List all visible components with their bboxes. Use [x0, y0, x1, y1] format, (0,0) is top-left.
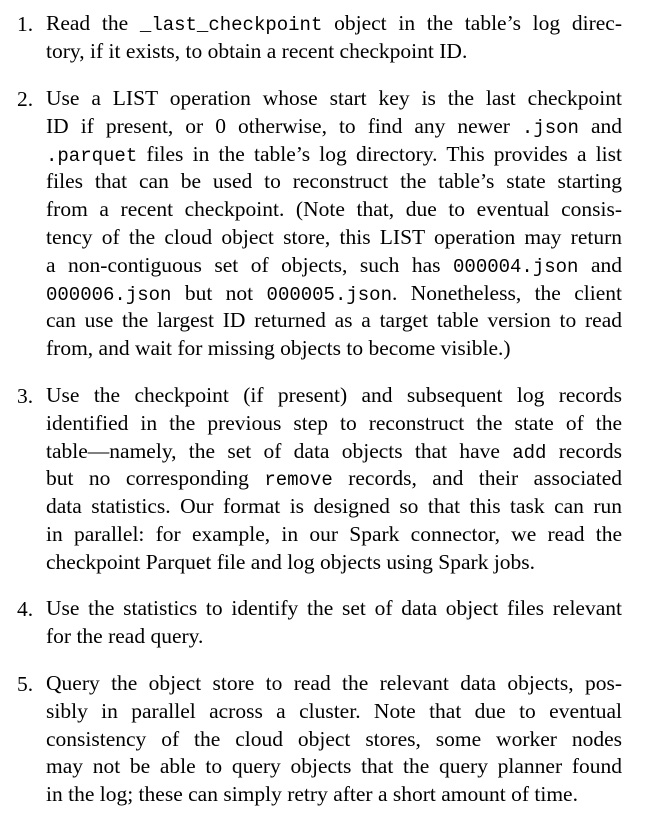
text-run: Read the [46, 11, 140, 35]
text-line [46, 753, 622, 781]
text-line [46, 382, 622, 410]
text-run: may not be able to query objects that the query planner found [46, 754, 622, 779]
text-run: Use a LIST operation whose start key is the last checkpoint [46, 86, 622, 110]
inline-code: 000004.json [453, 255, 579, 278]
text-line [46, 224, 622, 252]
text-run: files in the table’s log directory. This provides a list [137, 141, 622, 166]
text-run: and [578, 113, 622, 138]
item-number: 1. [17, 12, 34, 36]
text-run: identified in the previous step to reconstruct the state of the [46, 410, 622, 435]
text-line [46, 698, 622, 726]
text-line [46, 726, 622, 754]
inline-code: add [512, 441, 547, 464]
text-run: for the read query. [46, 623, 204, 648]
text-line [46, 670, 622, 698]
text-run: but no corresponding [46, 466, 265, 491]
text-line [46, 781, 622, 809]
text-line [46, 141, 622, 169]
text-run: consistency of the cloud object stores, some worker nodes [46, 726, 622, 751]
text-run: object in the table’s log direc- [322, 11, 622, 35]
text-run: Query the object store to read the relevant data objects, pos- [46, 671, 622, 695]
text-line [46, 521, 622, 549]
text-line [46, 168, 622, 196]
inline-code: 000005.json [266, 283, 392, 306]
text-line [46, 196, 622, 224]
text-run: in parallel: for example, in our Spark connector, we read the [46, 521, 622, 546]
text-line [46, 113, 622, 141]
item-text [46, 382, 622, 577]
item-number: 4. [17, 597, 34, 621]
item-number: 5. [17, 672, 34, 696]
text-run: files that can be used to reconstruct the table’s state starting [46, 169, 622, 194]
text-line [46, 252, 622, 280]
text-run: from, and wait for missing objects to become visible.) [46, 336, 511, 361]
item-text [46, 10, 622, 66]
text-run: table—namely, the set of data objects that have [46, 438, 513, 463]
text-line [46, 410, 622, 438]
text-line [46, 280, 622, 308]
text-line [46, 493, 622, 521]
text-line [46, 549, 622, 577]
text-run: tory, if it exists, to obtain a recent checkpoint ID. [46, 38, 468, 63]
text-run: from a recent checkpoint. (Note that, due to eventual consis- [46, 197, 622, 222]
text-line [46, 335, 622, 363]
text-line [46, 38, 622, 66]
inline-code: 000006.json [46, 283, 172, 306]
text-run: can use the largest ID returned as a target table version to read [46, 308, 622, 333]
inline-code: .json [521, 116, 579, 139]
text-run: Use the statistics to identify the set of data object files relevant [46, 596, 622, 620]
item-number: 3. [17, 384, 34, 408]
item-number: 2. [17, 87, 34, 111]
inline-code: remove [264, 469, 333, 492]
text-line [46, 10, 622, 38]
text-run: ID if present, or 0 otherwise, to find any newer [46, 113, 522, 138]
text-run: records, and their associated [332, 466, 622, 491]
inline-code: _last_checkpoint [139, 14, 323, 36]
text-run: sibly in parallel across a cluster. Note that due to eventual [46, 698, 622, 723]
text-run: records [546, 438, 622, 463]
text-run: tency of the cloud object store, this LIST operation may return [46, 224, 622, 249]
text-line [46, 465, 622, 493]
text-line [46, 307, 622, 335]
text-run: in the log; these can simply retry after a short amount of time. [46, 782, 578, 807]
text-run: data statistics. Our format is designed so that this task can run [46, 494, 622, 519]
text-run: . Nonetheless, the client [391, 280, 622, 305]
item-text [46, 85, 622, 363]
text-run: a non-contiguous set of objects, such has [46, 252, 454, 277]
text-run: checkpoint Parquet file and log objects using Spark jobs. [46, 549, 536, 574]
item-text [46, 670, 622, 809]
inline-code: .parquet [46, 144, 138, 167]
text-line [46, 623, 622, 651]
text-line [46, 438, 622, 466]
text-line [46, 595, 622, 623]
text-run: Use the checkpoint (if present) and subsequent log records [46, 383, 622, 407]
text-run: but not [171, 280, 267, 305]
item-text [46, 595, 622, 651]
text-run: and [578, 252, 622, 277]
text-line [46, 85, 622, 113]
